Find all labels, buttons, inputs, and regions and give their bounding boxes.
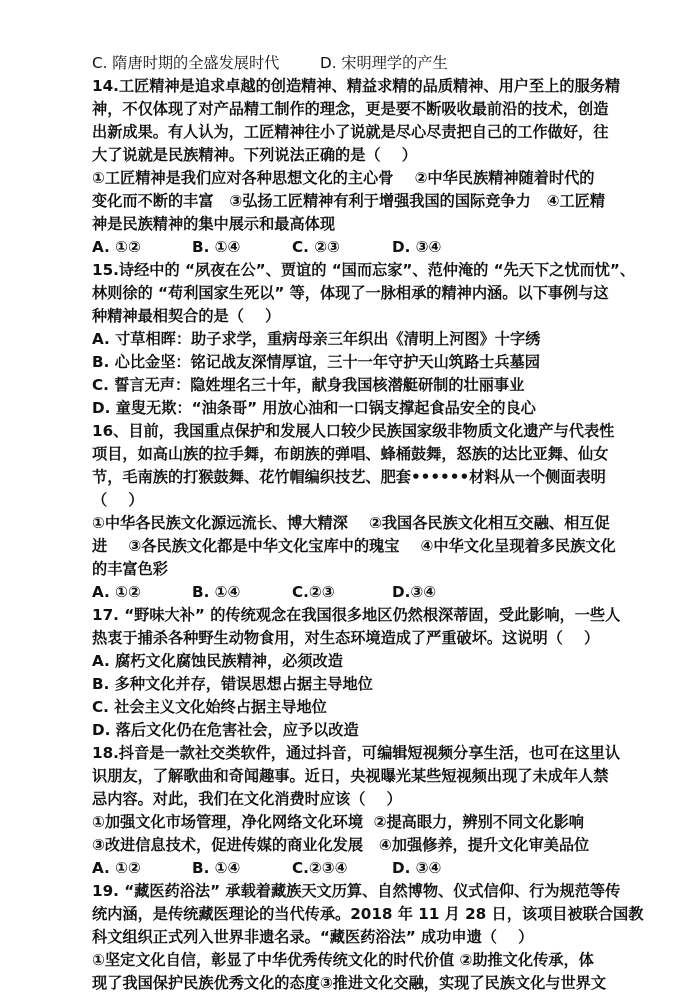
q14-stem-line-4: 大了说就是民族精神。下列说法正确的是（ ） (92, 146, 417, 164)
q15-stem-line-1: 15.诗经中的 “夙夜在公”、贾谊的 “国而忘家”、范仲淹的 “先天下之忧而忧”、 (92, 261, 636, 279)
q18-statements-line-1: ①加强文化市场管理，净化网络文化环境 ②提高眼力，辨别不同文化影响 (92, 813, 584, 831)
q13-options-cd (92, 52, 696, 75)
q16-option-b: B. ①④ (192, 583, 241, 601)
q15-stem-line-3: 种精神最相契合的是（ ） (92, 307, 281, 325)
q18-answer-options (92, 857, 696, 880)
q16-statements-line-2: 进 ③各民族文化都是中华文化宝库中的瑰宝 ④中华文化呈现着多民族文化 (92, 537, 616, 555)
q14-option-a: A. ①② (92, 238, 141, 256)
q18-option-a: A. ①② (92, 859, 141, 877)
q14-stem-line-3: 出新成果。有人认为，工匠精神往小了说就是尽心尽责把自己的工作做好，往 (92, 123, 609, 141)
q16-option-d: D.③④ (392, 583, 437, 601)
q17-option-b: B. 多种文化并存，错误思想占据主导地位 (92, 675, 373, 693)
q18-option-b: B. ①④ (192, 859, 241, 877)
q14-statements-line-1: ①工匠精神是我们应对各种思想文化的主心骨 ②中华民族精神随着时代的 (92, 169, 595, 187)
q19-stem-line-2: 统内涵，是传统藏医理论的当代传承。2018 年 11 月 28 日，该项目被联合国教 (92, 905, 644, 923)
q18-stem-line-1: 18.抖音是一款社交类软件，通过抖音，可编辑短视频分享生活，也可在这里认 (92, 744, 621, 762)
q18-stem-line-2: 识朋友，了解歌曲和奇闻趣事。近日，央视曝光某些短视频出现了未成年人禁 (92, 767, 609, 785)
q16-option-a: A. ①② (92, 583, 141, 601)
q14-statements-line-3: 神是民族精神的集中展示和最高体现 (92, 215, 335, 233)
q14-option-b: B. ①④ (192, 238, 241, 256)
q14-option-d: D. ③④ (392, 238, 442, 256)
q14-statements-line-2: 变化而不断的丰富 ③弘扬工匠精神有利于增强我国的国际竞争力 ④工匠精 (92, 192, 606, 210)
q16-answer-bracket: （ ） (92, 491, 144, 509)
q14-stem-line-2: 神，不仅体现了对产品精工制作的理念，更是要不断吸收最前沿的技术，创造 (92, 100, 609, 118)
q17-stem-line-2: 热衷于捕杀各种野生动物食用，对生态环境造成了严重破坏。这说明（ ） (92, 629, 600, 647)
q16-statements-line-3: 的丰富色彩 (92, 560, 168, 578)
q19-statements-line-2: 现了我国保护民族优秀文化的态度③推进文化交融，实现了民族文化与世界文 (92, 974, 607, 992)
q16-stem-line-3: 节，毛南族的打猴鼓舞、花竹帽编织技艺、肥套••••••材料从一个侧面表明 (92, 468, 606, 486)
q16-stem-line-2: 项目，如高山族的拉手舞，布朗族的弹唱、蜂桶鼓舞，怒族的达比亚舞、仙女 (92, 445, 609, 463)
q16-stem-line-1: 16、目前，我国重点保护和发展人口较少民族国家级非物质文化遗产与代表性 (92, 422, 615, 440)
q16-answer-options (92, 581, 696, 604)
q14-stem-line-1: 14.工匠精神是追求卓越的创造精神、精益求精的品质精神、用户至上的服务精 (92, 77, 621, 95)
q18-stem-line-3: 忌内容。对此，我们在文化消费时应该（ ） (92, 790, 402, 808)
q14-answer-options (92, 236, 696, 259)
q17-option-d: D. 落后文化仍在危害社会，应予以改造 (92, 721, 359, 739)
q15-option-b: B. 心比金坚：铭记战友深情厚谊，三十一年守护天山筑路士兵墓园 (92, 353, 540, 371)
q16-statements-line-1: ①中华各民族文化源远流长、博大精深 ②我国各民族文化相互交融、相互促 (92, 514, 610, 532)
q13-option-d: D. 宋明理学的产生 (320, 54, 448, 72)
q13-option-c: C. 隋唐时期的全盛发展时代 (92, 54, 280, 72)
q19-stem-line-3: 科文组织正式列入世界非遗名录。“藏医药浴法” 成功申遗（ ） (92, 928, 534, 946)
q17-stem-line-1: 17. “野味大补” 的传统观念在我国很多地区仍然根深蒂固，受此影响，一些人 (92, 606, 621, 624)
q19-statements-line-1: ①坚定文化自信，彰显了中华优秀传统文化的时代价值 ②助推文化传承，体 (92, 951, 594, 969)
q14-option-c: C. ②③ (292, 238, 340, 256)
q18-option-c: C.②③④ (292, 859, 348, 877)
q17-option-a: A. 腐朽文化腐蚀民族精神，必须改造 (92, 652, 343, 670)
q18-statements-line-2: ③改进信息技术，促进传媒的商业化发展 ④加强修养，提升文化审美品位 (92, 836, 590, 854)
q18-option-d: D. ③④ (392, 859, 442, 877)
q16-option-c: C.②③ (292, 583, 335, 601)
q15-option-d: D. 童叟无欺：“油条哥” 用放心油和一口锅支撑起食品安全的良心 (92, 399, 536, 417)
q15-option-a: A. 寸草相晖：助子求学，重病母亲三年织出《清明上河图》十字绣 (92, 330, 541, 348)
q19-stem-line-1: 19. “藏医药浴法” 承载着藏族天文历算、自然博物、仪式信仰、行为规范等传 (92, 882, 621, 900)
q15-option-c: C. 誓言无声：隐姓埋名三十年，献身我国核潜艇研制的壮丽事业 (92, 376, 525, 394)
q15-stem-line-2: 林则徐的 “苟利国家生死以” 等，体现了一脉相承的精神内涵。以下事例与这 (92, 284, 609, 302)
q17-option-c: C. 社会主义文化始终占据主导地位 (92, 698, 327, 716)
